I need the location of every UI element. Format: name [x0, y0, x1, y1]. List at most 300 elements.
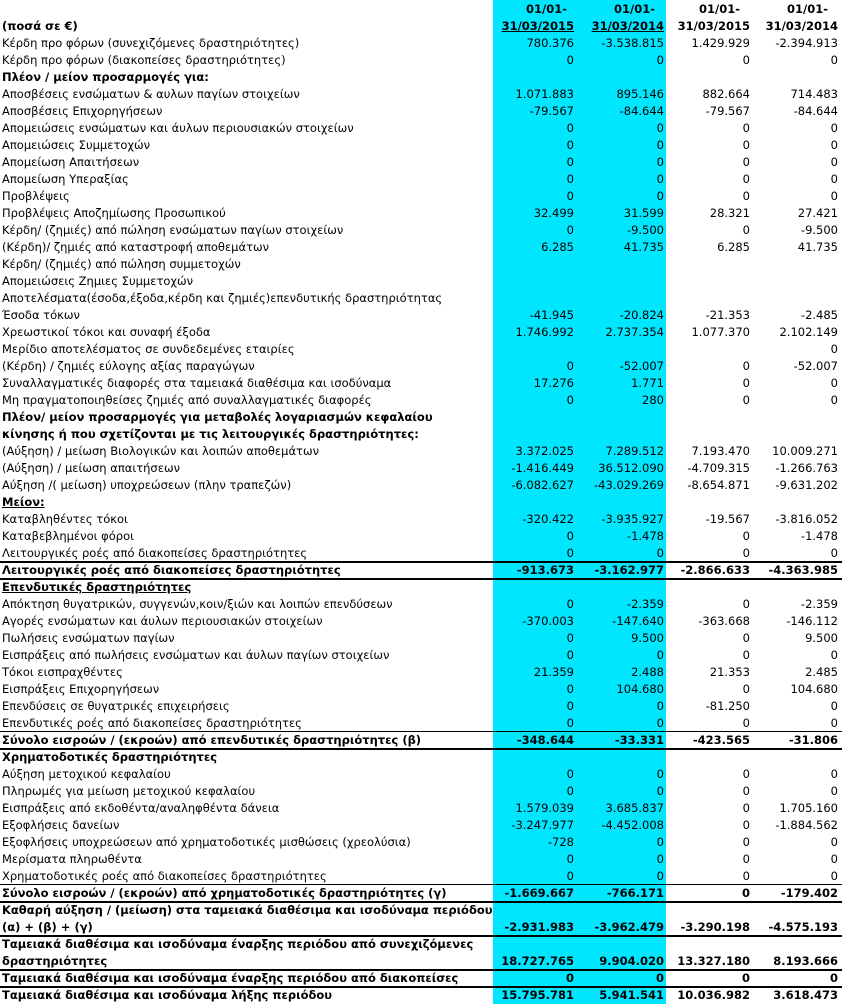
value-col-3: 0	[742, 818, 750, 832]
value-col-4: 0	[830, 784, 838, 798]
value-col-4: -9.631.202	[775, 478, 838, 492]
value-col-4: 9.500	[805, 631, 838, 645]
row-label: Μη πραγματοποιηθείσες ζημιές από συναλλαγματικές διαφορές	[2, 393, 372, 407]
table-row	[0, 681, 842, 698]
table-row	[0, 103, 842, 120]
row-label: Λειτουργικές ροές από διακοπείσες δραστηριότητες	[2, 563, 341, 577]
row-divider	[0, 986, 842, 988]
value-col-3: 0	[742, 767, 750, 781]
table-row	[0, 52, 842, 69]
value-col-2: 0	[656, 767, 664, 781]
value-col-1: -913.673	[516, 563, 574, 577]
table-row	[0, 426, 842, 443]
table-row	[0, 579, 842, 596]
table-row	[0, 562, 842, 579]
value-col-1: 0	[566, 189, 574, 203]
value-col-4: 0	[830, 648, 838, 662]
value-col-2: -9.500	[626, 223, 664, 237]
value-col-1: 0	[566, 682, 574, 696]
value-col-1: 0	[566, 648, 574, 662]
value-col-2: 0	[656, 121, 664, 135]
col-2-date-end: 31/03/2014	[591, 19, 664, 33]
value-col-1: 15.795.781	[501, 988, 574, 1002]
row-label: Αγορές ενσώματων και άυλων περιουσιακών στοιχείων	[2, 614, 323, 628]
value-col-2: 0	[656, 189, 664, 203]
value-col-4: -2.359	[800, 597, 838, 611]
value-col-3: 0	[742, 53, 750, 67]
row-label: Ταμειακά διαθέσιμα και ισοδύναμα έναρξης περιόδου από συνεχιζόμενες	[2, 937, 474, 951]
value-col-4: 3.618.473	[773, 988, 838, 1002]
page-title: (ποσά σε €)	[2, 19, 78, 33]
value-col-2: -33.331	[614, 733, 664, 747]
table-row	[0, 477, 842, 494]
value-col-2: 0	[656, 869, 664, 883]
value-col-2: 0	[656, 138, 664, 152]
table-row	[0, 545, 842, 562]
value-col-3: 0	[742, 189, 750, 203]
value-col-3: 0	[741, 886, 750, 900]
value-col-3: -2.866.633	[680, 563, 750, 577]
value-col-4: -146.112	[786, 614, 838, 628]
value-col-4: 0	[830, 376, 838, 390]
value-col-1: 0	[566, 869, 574, 883]
table-row	[0, 35, 842, 52]
row-label: Απόκτηση θυγατρικών, συγγενών,κοιν/ξιών και λοιπών επενδύσεων	[2, 597, 393, 611]
table-row	[0, 205, 842, 222]
value-col-2: 5.941.541	[599, 988, 664, 1002]
value-col-1: -1.416.449	[511, 461, 574, 475]
value-col-1: -728	[547, 835, 574, 849]
value-col-2: -84.644	[619, 104, 664, 118]
col-3-date-start: 01/01-	[699, 2, 740, 16]
value-col-3: 0	[742, 682, 750, 696]
value-col-4: 0	[830, 546, 838, 560]
value-col-4: 27.421	[797, 206, 838, 220]
table-row	[0, 698, 842, 715]
value-col-1: 17.276	[533, 376, 574, 390]
value-col-4: 41.735	[797, 240, 838, 254]
value-col-1: 3.372.025	[515, 444, 574, 458]
row-label: Απομείωση Απαιτήσεων	[2, 155, 140, 169]
value-col-3: 13.327.180	[677, 954, 750, 968]
table-row	[0, 817, 842, 834]
value-col-3: -79.567	[705, 104, 750, 118]
row-label: Πλέον / μείον προσαρμογές για:	[2, 70, 209, 84]
value-col-1: 0	[566, 155, 574, 169]
value-col-1: -370.003	[522, 614, 574, 628]
col-1-date-start: 01/01-	[526, 2, 567, 16]
table-row	[0, 120, 842, 137]
table-row	[0, 664, 842, 681]
value-col-3: 0	[742, 631, 750, 645]
value-col-3: 0	[742, 597, 750, 611]
row-label: Αποσβέσεις Επιχορηγήσεων	[2, 104, 163, 118]
table-row	[0, 290, 842, 307]
value-col-4: 10.009.271	[772, 444, 838, 458]
row-divider	[0, 969, 842, 971]
row-label: Τόκοι εισπραχθέντες	[2, 665, 123, 679]
row-label: Καθαρή αύξηση / (μείωση) στα ταμειακά διαθέσιμα και ισοδύναμα περιόδου	[2, 903, 493, 917]
row-label: Καταβληθέντες τόκοι	[2, 512, 128, 526]
table-row	[0, 630, 842, 647]
value-col-3: 0	[741, 971, 750, 985]
value-col-1: 0	[566, 138, 574, 152]
value-col-2: 895.146	[616, 87, 664, 101]
value-col-4: -1.478	[800, 529, 838, 543]
value-col-4: 0	[830, 699, 838, 713]
value-col-2: -2.359	[626, 597, 664, 611]
value-col-3: 0	[742, 172, 750, 186]
value-col-3: -363.668	[698, 614, 750, 628]
row-label: δραστηριότητες	[2, 954, 108, 968]
row-label: Κέρδη προ φόρων (συνεχιζόμενες δραστηριότητες)	[2, 36, 300, 50]
row-label: Πλέον/ μείον προσαρμογές για μεταβολές λογαριασμών κεφαλαίου	[2, 410, 433, 424]
row-label: Απομειώσεις Συμμετοχών	[2, 138, 151, 152]
table-row	[0, 834, 842, 851]
value-col-2: 280	[642, 393, 664, 407]
value-col-4: 0	[830, 155, 838, 169]
value-col-3: 0	[742, 529, 750, 543]
table-row	[0, 970, 842, 987]
value-col-3: 0	[742, 155, 750, 169]
value-col-2: -43.029.269	[594, 478, 664, 492]
row-divider	[0, 561, 842, 563]
value-col-1: -3.247.977	[511, 818, 574, 832]
value-col-2: 0	[656, 835, 664, 849]
value-col-2: -1.478	[626, 529, 664, 543]
table-row	[0, 171, 842, 188]
row-label: Επενδυτικές ροές από διακοπείσες δραστηριότητες	[2, 716, 302, 730]
value-col-2: -766.171	[606, 886, 664, 900]
value-col-4: -4.363.985	[768, 563, 838, 577]
table-row	[0, 613, 842, 630]
value-col-1: 1.579.039	[515, 801, 574, 815]
row-label: Επενδύσεις σε θυγατρικές επιχειρήσεις	[2, 699, 230, 713]
value-col-3: 0	[742, 716, 750, 730]
value-col-4: 0	[830, 342, 838, 356]
row-label: κίνησης ή που σχετίζονται με τις λειτουργικές δραστηριότητες:	[2, 427, 419, 441]
value-col-3: 882.664	[702, 87, 750, 101]
table-row	[0, 783, 842, 800]
col-3-date-end: 31/03/2015	[677, 19, 750, 33]
value-col-1: -320.422	[522, 512, 574, 526]
value-col-1: 0	[566, 597, 574, 611]
row-label: Ταμειακά διαθέσιμα και ισοδύναμα έναρξης περιόδου από διακοπείσες	[2, 971, 459, 985]
value-col-3: 0	[742, 121, 750, 135]
row-label: Εισπράξεις από εκδοθέντα/αναληφθέντα δάνεια	[2, 801, 280, 815]
value-col-4: -84.644	[793, 104, 838, 118]
value-col-1: -348.644	[516, 733, 574, 747]
value-col-2: -20.824	[619, 308, 664, 322]
value-col-2: 7.289.512	[605, 444, 664, 458]
value-col-3: 0	[742, 801, 750, 815]
value-col-3: 21.353	[709, 665, 750, 679]
row-divider	[0, 901, 842, 903]
value-col-3: 0	[742, 835, 750, 849]
value-col-2: 1.771	[631, 376, 664, 390]
table-row	[0, 409, 842, 426]
table-row	[0, 188, 842, 205]
value-col-1: 0	[566, 359, 574, 373]
value-col-3: 6.285	[717, 240, 750, 254]
value-col-1: 0	[566, 172, 574, 186]
table-row	[0, 256, 842, 273]
table-row	[0, 392, 842, 409]
value-col-1: 0	[566, 223, 574, 237]
value-col-4: -1.266.763	[775, 461, 838, 475]
value-col-3: 0	[742, 138, 750, 152]
table-row	[0, 868, 842, 885]
value-col-4: 714.483	[790, 87, 838, 101]
value-col-3: 0	[742, 223, 750, 237]
row-divider	[0, 884, 842, 885]
value-col-4: 0	[830, 393, 838, 407]
value-col-2: 2.737.354	[605, 325, 664, 339]
row-label: Μείον:	[2, 495, 45, 509]
value-col-4: 2.102.149	[779, 325, 838, 339]
table-row	[0, 358, 842, 375]
table-row	[0, 511, 842, 528]
value-col-3: 0	[742, 393, 750, 407]
table-row	[0, 851, 842, 868]
row-label: Καταβεβλημένοι φόροι	[2, 529, 135, 543]
table-row	[0, 341, 842, 358]
table-row	[0, 375, 842, 392]
row-label: Ταμειακά διαθέσιμα και ισοδύναμα λήξης περιόδου	[2, 988, 333, 1002]
table-row	[0, 460, 842, 477]
row-label: (Κέρδη)/ ζημιές από καταστροφή αποθεμάτων	[2, 240, 270, 254]
value-col-3: -19.567	[705, 512, 750, 526]
value-col-3: 0	[742, 784, 750, 798]
row-label: Απομειώσεις Ζημιες Συμμετοχών	[2, 274, 194, 288]
table-row	[0, 800, 842, 817]
row-label: Απομείωση Υπεραξίας	[2, 172, 129, 186]
value-col-3: 0	[742, 869, 750, 883]
value-col-4: -3.816.052	[775, 512, 838, 526]
value-col-4: 0	[830, 852, 838, 866]
row-label: Εξοφλήσεις δανείων	[2, 818, 120, 832]
table-row	[0, 528, 842, 545]
value-col-3: -81.250	[705, 699, 750, 713]
value-col-1: 0	[566, 529, 574, 543]
value-col-1: 0	[566, 121, 574, 135]
table-row	[0, 766, 842, 783]
value-col-3: 0	[742, 852, 750, 866]
value-col-4: 0	[830, 172, 838, 186]
value-col-3: -8.654.871	[687, 478, 750, 492]
table-row	[0, 885, 842, 902]
row-label: Αύξηση μετοχικού κεφαλαίου	[2, 767, 171, 781]
value-col-2: 0	[656, 784, 664, 798]
value-col-2: 0	[655, 971, 664, 985]
table-row	[0, 732, 842, 749]
value-col-1: -2.931.983	[504, 920, 574, 934]
table-row	[0, 273, 842, 290]
table-row	[0, 86, 842, 103]
value-col-3: 0	[742, 546, 750, 560]
row-label: Συναλλαγματικές διαφορές στα ταμειακά διαθέσιμα και ισοδύναμα	[2, 376, 392, 390]
value-col-2: -52.007	[619, 359, 664, 373]
value-col-2: -3.162.977	[594, 563, 664, 577]
value-col-1: 18.727.765	[501, 954, 574, 968]
value-col-4: -4.575.193	[768, 920, 838, 934]
row-label: Κέρδη/ (ζημιές) από πώληση συμμετοχών	[2, 257, 241, 271]
value-col-1: 780.376	[526, 36, 574, 50]
row-label: (α) + (β) + (γ)	[2, 920, 93, 934]
row-label: Σύνολο εισροών / (εκροών) από χρηματοδοτικές δραστηριότητες (γ)	[2, 886, 447, 900]
value-col-4: -31.806	[788, 733, 838, 747]
table-row	[0, 494, 842, 511]
value-col-2: 0	[656, 716, 664, 730]
value-col-3: 0	[742, 648, 750, 662]
value-col-1: 32.499	[533, 206, 574, 220]
table-row	[0, 222, 842, 239]
col-4-date-start: 01/01-	[787, 2, 828, 16]
value-col-1: 21.359	[533, 665, 574, 679]
value-col-4: 0	[830, 53, 838, 67]
row-label: Χρηματοδοτικές ροές από διακοπείσες δραστηριότητες	[2, 869, 327, 883]
value-col-2: 0	[656, 53, 664, 67]
value-col-1: -79.567	[529, 104, 574, 118]
table-row	[0, 443, 842, 460]
value-col-4: 0	[830, 138, 838, 152]
row-label: Χρηματοδοτικές δραστηριότητες	[2, 750, 218, 764]
row-label: (Αύξηση) / μείωση απαιτήσεων	[2, 461, 180, 475]
value-col-1: -1.669.667	[504, 886, 574, 900]
row-label: Απομειώσεις ενσώματων και άυλων περιουσιακών στοιχείων	[2, 121, 354, 135]
table-row	[0, 715, 842, 732]
value-col-4: 0	[829, 971, 838, 985]
row-label: Επενδυτικές δραστηριότητες	[2, 580, 192, 594]
row-label: Μερίδιο αποτελέσματος σε συνδεδεμένες εταιρίες	[2, 342, 295, 356]
row-label: Εισπράξεις από πωλήσεις ενσώματων και άυλων παγίων στοιχείων	[2, 648, 390, 662]
col-1-date-end: 31/03/2015	[501, 19, 574, 33]
table-row	[0, 902, 842, 919]
value-col-2: 9.904.020	[599, 954, 664, 968]
value-col-1: 0	[566, 716, 574, 730]
row-label: Σύνολο εισροών / (εκροών) από επενδυτικές δραστηριότητες (β)	[2, 733, 422, 747]
value-col-1: 1.746.992	[515, 325, 574, 339]
value-col-4: -9.500	[800, 223, 838, 237]
row-label: Κέρδη προ φόρων (διακοπείσες δραστηριότητες)	[2, 53, 286, 67]
row-label: Κέρδη/ (ζημιές) από πώληση ενσώματων παγίων στοιχείων	[2, 223, 344, 237]
row-divider	[0, 731, 842, 732]
value-col-4: 0	[830, 121, 838, 135]
row-divider	[0, 935, 842, 937]
col-4-date-end: 31/03/2014	[765, 19, 838, 33]
value-col-4: 0	[830, 767, 838, 781]
table-row	[0, 936, 842, 953]
value-col-2: 104.680	[616, 682, 664, 696]
table-row	[0, 69, 842, 86]
table-row	[0, 596, 842, 613]
row-label: Πληρωμές για μείωση μετοχικού κεφαλαίου	[2, 784, 256, 798]
value-col-2: -3.962.479	[594, 920, 664, 934]
row-label: Εξοφλήσεις υποχρεώσεων από χρηματοδοτικές μισθώσεις (χρεολύσια)	[2, 835, 411, 849]
table-row	[0, 919, 842, 936]
value-col-2: 0	[656, 699, 664, 713]
table-row	[0, 137, 842, 154]
row-label: Έσοδα τόκων	[2, 308, 80, 322]
value-col-4: -179.402	[780, 886, 838, 900]
value-col-1: 0	[566, 53, 574, 67]
row-label: Αποτελέσματα(έσοδα,έξοδα,κέρδη και ζημιές)επενδυτικής δραστηριότητας	[2, 291, 443, 305]
table-row	[0, 749, 842, 766]
table-row	[0, 239, 842, 256]
value-col-1: 0	[566, 699, 574, 713]
row-label: Χρεωστικοί τόκοι και συναφή έξοδα	[2, 325, 211, 339]
value-col-1: 0	[566, 546, 574, 560]
value-col-4: -1.884.562	[775, 818, 838, 832]
value-col-1: -41.945	[529, 308, 574, 322]
table-row	[0, 987, 842, 1004]
value-col-3: 0	[742, 376, 750, 390]
value-col-4: -2.485	[800, 308, 838, 322]
value-col-2: -147.640	[612, 614, 664, 628]
value-col-4: 1.705.160	[779, 801, 838, 815]
table-row	[0, 647, 842, 664]
value-col-2: 31.599	[623, 206, 664, 220]
value-col-3: 1.429.929	[691, 36, 750, 50]
value-col-1: 0	[565, 971, 574, 985]
col-2-date-start: 01/01-	[614, 2, 655, 16]
row-label: Αποσβέσεις ενσώματων & αυλων παγίων στοιχείων	[2, 87, 300, 101]
value-col-3: 7.193.470	[691, 444, 750, 458]
value-col-4: 104.680	[790, 682, 838, 696]
table-row	[0, 307, 842, 324]
header-row-2	[0, 18, 842, 35]
header-row-1	[0, 1, 842, 18]
value-col-2: 0	[656, 852, 664, 866]
row-label: (Κέρδη) / ζημιές εύλογης αξίας παραγώγων	[2, 359, 255, 373]
table-row	[0, 953, 842, 970]
value-col-1: 0	[566, 784, 574, 798]
value-col-4: 0	[830, 189, 838, 203]
row-label: Προβλέψεις Αποζημίωσης Προσωπικού	[2, 206, 226, 220]
value-col-1: 1.071.883	[515, 87, 574, 101]
value-col-1: 0	[566, 631, 574, 645]
value-col-3: -3.290.198	[680, 920, 750, 934]
value-col-4: 0	[830, 716, 838, 730]
value-col-2: 0	[656, 546, 664, 560]
row-label: (Αύξηση) / μείωση Βιολογικών και λοιπών αποθεμάτων	[2, 444, 320, 458]
value-col-1: 0	[566, 393, 574, 407]
table-row	[0, 154, 842, 171]
table-row	[0, 324, 842, 341]
value-col-1: 0	[566, 852, 574, 866]
value-col-3: 0	[742, 359, 750, 373]
value-col-2: 2.488	[631, 665, 664, 679]
value-col-4: 0	[830, 869, 838, 883]
value-col-3: -21.353	[705, 308, 750, 322]
value-col-2: 41.735	[623, 240, 664, 254]
value-col-3: 10.036.982	[677, 988, 750, 1002]
value-col-1: 6.285	[541, 240, 574, 254]
value-col-2: 0	[656, 155, 664, 169]
row-label: Εισπράξεις Επιχορηγήσεων	[2, 682, 160, 696]
row-label: Μερίσματα πληρωθέντα	[2, 852, 142, 866]
value-col-2: -3.538.815	[601, 36, 664, 50]
value-col-2: 36.512.090	[598, 461, 664, 475]
value-col-2: 0	[656, 648, 664, 662]
value-col-4: 2.485	[805, 665, 838, 679]
value-col-4: -2.394.913	[775, 36, 838, 50]
value-col-2: -3.935.927	[601, 512, 664, 526]
row-label: Αύξηση /( μείωση) υποχρεώσεων (πλην τραπεζών)	[2, 478, 292, 492]
value-col-3: 28.321	[709, 206, 750, 220]
row-label: Λειτουργικές ροές από διακοπείσες δραστηριότητες	[2, 546, 308, 560]
row-label: Προβλέψεις	[2, 189, 70, 203]
